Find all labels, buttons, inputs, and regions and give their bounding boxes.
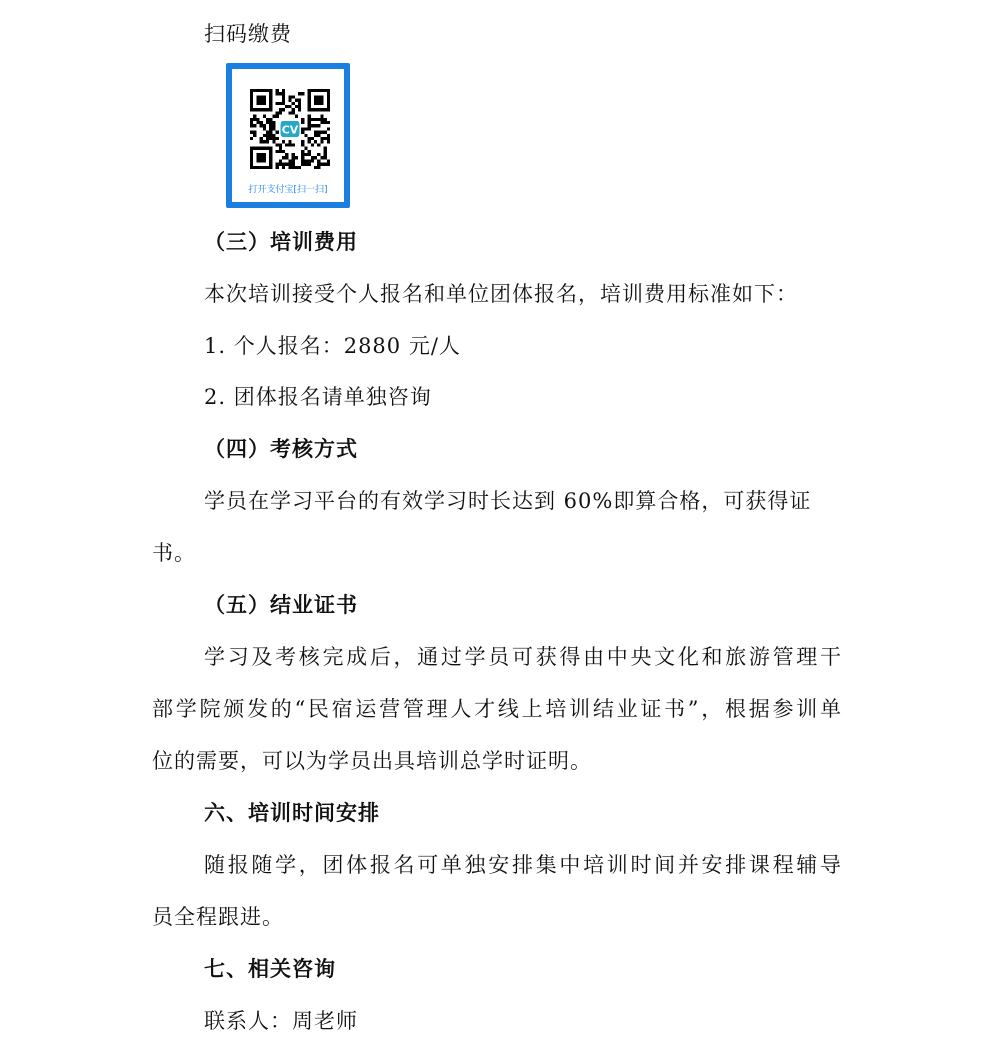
- section-heading-fees: （三）培训费用: [204, 230, 358, 254]
- contact-person: 联系人：周老师: [204, 1009, 358, 1033]
- alipay-qr-card[interactable]: [226, 63, 350, 208]
- qr-caption: 打开支付宝[扫一扫]: [248, 185, 328, 195]
- certificate-line-2: 部学院颁发的“民宿运营管理人才线上培训结业证书”，根据参训单: [152, 697, 842, 721]
- qr-card-inner: [232, 69, 344, 202]
- schedule-line-2: 员全程跟进。: [152, 905, 284, 929]
- certificate-line-3: 位的需要，可以为学员出具培训总学时证明。: [152, 749, 592, 773]
- schedule-line-1: 随报随学，团体报名可单独安排集中培训时间并安排课程辅导: [204, 853, 842, 877]
- section-heading-certificate: （五）结业证书: [204, 593, 358, 617]
- section-heading-contact: 七、相关咨询: [204, 957, 336, 981]
- certificate-line-1: 学习及考核完成后，通过学员可获得由中央文化和旅游管理干: [204, 645, 842, 669]
- section-heading-assessment: （四）考核方式: [204, 437, 358, 461]
- qr-code-icon: [250, 89, 330, 169]
- fees-intro: 本次培训接受个人报名和单位团体报名，培训费用标准如下：: [204, 282, 798, 306]
- section-heading-schedule: 六、培训时间安排: [204, 801, 380, 825]
- assessment-line-2: 书。: [152, 541, 196, 565]
- fee-item-group: 2. 团体报名请单独咨询: [204, 385, 432, 409]
- qr-logo-text: CV: [281, 123, 299, 137]
- fee-item-individual: 1. 个人报名：2880 元/人: [204, 334, 461, 358]
- payment-label: 扫码缴费: [204, 22, 292, 46]
- assessment-line-1: 学员在学习平台的有效学习时长达到 60%即算合格，可获得证: [204, 489, 812, 513]
